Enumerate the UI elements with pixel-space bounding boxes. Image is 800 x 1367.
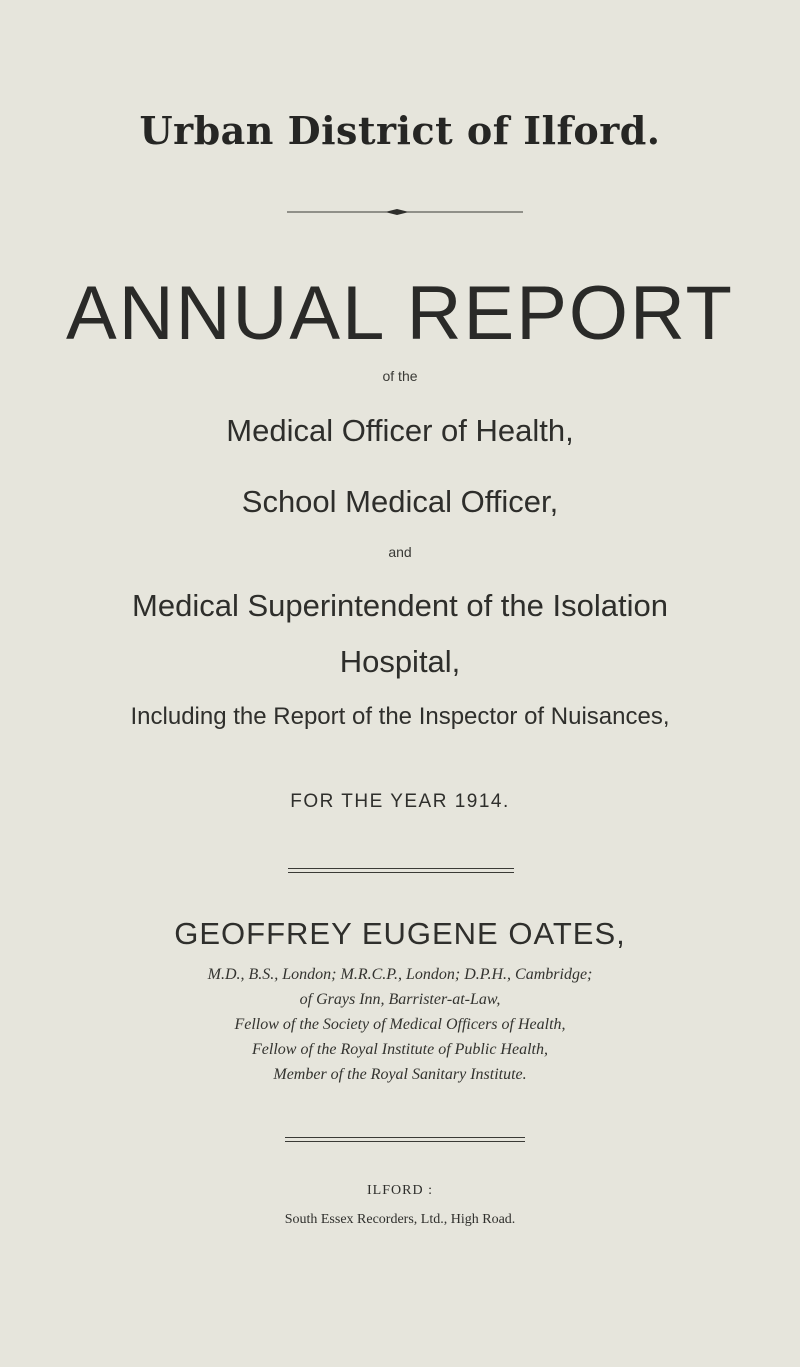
role-medical-superintendent: Medical Superintendent of the Isolation bbox=[132, 588, 668, 623]
and-text: and bbox=[388, 544, 412, 560]
author-credential-line: Member of the Royal Sanitary Institute. bbox=[273, 1066, 527, 1083]
author-name: GEOFFREY EUGENE OATES, bbox=[174, 916, 626, 951]
diamond-rule-ornament bbox=[287, 207, 523, 217]
author-credential-line: Fellow of the Royal Institute of Public Health, bbox=[252, 1041, 548, 1058]
author-credential-line: of Grays Inn, Barrister-at-Law, bbox=[299, 991, 501, 1008]
role-medical-superintendent-cont: Hospital, bbox=[339, 644, 461, 679]
imprint-printer: South Essex Recorders, Ltd., High Road. bbox=[284, 1212, 516, 1227]
imprint-place: ILFORD : bbox=[367, 1183, 433, 1198]
double-rule-divider bbox=[288, 868, 514, 873]
author-credential-line: M.D., B.S., London; M.R.C.P., London; D.P.H., Cambridge; bbox=[207, 966, 593, 983]
role-medical-officer-of-health: Medical Officer of Health, bbox=[226, 413, 574, 448]
including-inspector-report: Including the Report of the Inspector of Nuisances, bbox=[130, 703, 670, 730]
author-credential-line: Fellow of the Society of Medical Officers of Health, bbox=[234, 1016, 566, 1033]
report-title: ANNUAL REPORT bbox=[66, 271, 734, 356]
role-school-medical-officer: School Medical Officer, bbox=[241, 484, 559, 519]
of-the-text: of the bbox=[382, 368, 418, 384]
double-rule-divider bbox=[285, 1137, 525, 1142]
district-heading: Urban District of Ilford. bbox=[139, 108, 661, 153]
report-year: FOR THE YEAR 1914. bbox=[290, 791, 510, 812]
